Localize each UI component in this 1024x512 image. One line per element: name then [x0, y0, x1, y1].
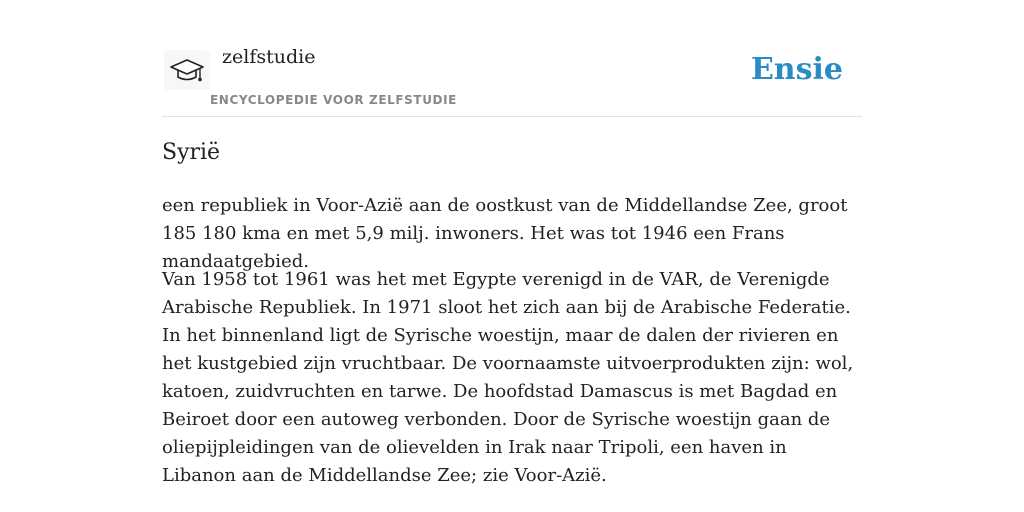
page [162, 0, 862, 486]
article-title: Syrië [162, 140, 221, 165]
article-paragraph: Van 1958 tot 1961 was het met Egypte verenigd in de VAR, de Verenigde Arabische Republiek. In 1971 sloot het zich aan bij de Arabische Federatie. In het binnenland ligt de Syrische woestijn, maar de dalen der rivieren en het kustgebied zijn vruchtbaar. De voornaamste uitvoerprodukten zijn: wol, katoen, zuidvruchten en tarwe. De hoofdstad Damascus is met Bagdad en Beiroet door een autoweg verbonden. Door de Syrische woestijn gaan de oliepijpleidingen van de olievelden in Irak naar Tripoli, een haven in Libanon aan de Middellandse Zee; zie Voor-Azië. [162, 269, 854, 486]
article-paragraph: een republiek in Voor-Azië aan de oostkust van de Middellandse Zee, groot 185 180 kma en met 5,9 milj. inwoners. Het was tot 1946 een Frans mandaatgebied. [162, 195, 848, 272]
site-tagline: ENCYCLOPEDIE VOOR ZELFSTUDIE [210, 93, 457, 107]
graduation-cap-icon [169, 56, 205, 86]
site-header [162, 0, 862, 117]
brand-logo[interactable]: Ensie [750, 52, 843, 87]
site-logo[interactable] [164, 50, 210, 90]
site-name[interactable]: zelfstudie [222, 46, 316, 68]
